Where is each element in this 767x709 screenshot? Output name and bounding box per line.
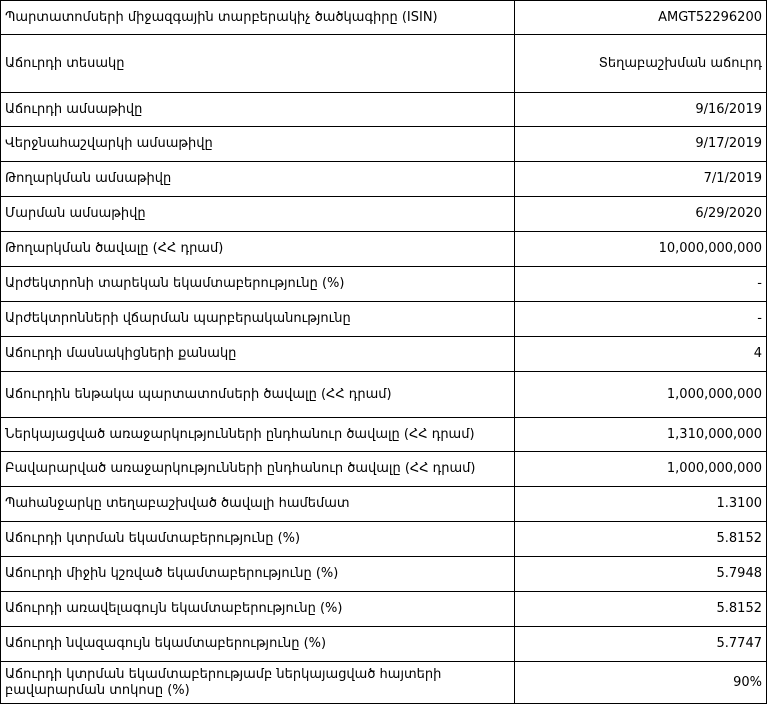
- table-row: [1, 197, 767, 232]
- row-label-auction-date: Աճուրդի ամսաթիվը: [1, 93, 515, 127]
- row-value-weighted-avg-yield: 5.7948: [515, 557, 767, 592]
- table-row: [1, 162, 767, 197]
- table-row: [1, 93, 767, 127]
- row-label-weighted-avg-yield: Աճուրդի միջին կշռված եկամտաբերությունը (%): [1, 557, 515, 592]
- row-label-issue-date: Թողարկման ամսաթիվը: [1, 162, 515, 197]
- table-row: [1, 302, 767, 337]
- row-value-submitted-bids: 1,310,000,000: [515, 418, 767, 452]
- table-row: [1, 452, 767, 487]
- table-row: [1, 522, 767, 557]
- row-value-coupon-yield: -: [515, 267, 767, 302]
- row-value-isin: AMGT52296200: [515, 1, 767, 35]
- table-row: [1, 662, 767, 704]
- row-value-min-yield: 5.7747: [515, 627, 767, 662]
- table-row: [1, 592, 767, 627]
- table-row: [1, 372, 767, 418]
- table-row: [1, 627, 767, 662]
- row-label-min-yield: Աճուրդի նվազագույն եկամտաբերությունը (%): [1, 627, 515, 662]
- row-value-accepted-bids: 1,000,000,000: [515, 452, 767, 487]
- table-row: [1, 127, 767, 162]
- row-value-offered-volume: 1,000,000,000: [515, 372, 767, 418]
- row-label-maturity-date: Մարման ամսաթիվը: [1, 197, 515, 232]
- table-row: [1, 337, 767, 372]
- row-value-coupon-frequency: -: [515, 302, 767, 337]
- row-value-auction-date: 9/16/2019: [515, 93, 767, 127]
- table-row: [1, 418, 767, 452]
- row-label-auction-type: Աճուրդի տեսակը: [1, 35, 515, 93]
- row-label-coupon-yield: Արժեկտրոնի տարեկան եկամտաբերությունը (%): [1, 267, 515, 302]
- row-value-auction-type: Տեղաբաշխման աճուրդ: [515, 35, 767, 93]
- row-value-participants: 4: [515, 337, 767, 372]
- row-label-max-yield: Աճուրդի առավելագույն եկամտաբերությունը (%): [1, 592, 515, 627]
- row-value-bid-to-cover: 1.3100: [515, 487, 767, 522]
- row-label-participants: Աճուրդի մասնակիցների քանակը: [1, 337, 515, 372]
- row-label-bid-to-cover: Պահանջարկը տեղաբաշխված ծավալի համեմատ: [1, 487, 515, 522]
- row-label-isin: Պարտատոմսերի միջազգային տարբերակիչ ծածկագիրը (ISIN): [1, 1, 515, 35]
- row-label-coupon-frequency: Արժեկտրոնների վճարման պարբերականությունը: [1, 302, 515, 337]
- table-row: [1, 232, 767, 267]
- row-label-fill-percentage: Աճուրդի կտրման եկամտաբերությամբ ներկայացված հայտերի բավարարման տոկոսը (%): [1, 662, 515, 704]
- row-label-offered-volume: Աճուրդին ենթակա պարտատոմսերի ծավալը (ՀՀ դրամ): [1, 372, 515, 418]
- row-label-issue-volume: Թողարկման ծավալը (ՀՀ դրամ): [1, 232, 515, 267]
- row-value-issue-volume: 10,000,000,000: [515, 232, 767, 267]
- row-value-cutoff-yield: 5.8152: [515, 522, 767, 557]
- row-value-settlement-date: 9/17/2019: [515, 127, 767, 162]
- row-value-issue-date: 7/1/2019: [515, 162, 767, 197]
- table-row: [1, 557, 767, 592]
- table-row: [1, 487, 767, 522]
- table-row: [1, 1, 767, 35]
- row-label-settlement-date: Վերջնահաշվարկի ամսաթիվը: [1, 127, 515, 162]
- row-value-fill-percentage: 90%: [515, 662, 767, 704]
- table-row: [1, 35, 767, 93]
- row-label-submitted-bids: Ներկայացված առաջարկությունների ընդհանուր ծավալը (ՀՀ դրամ): [1, 418, 515, 452]
- row-value-max-yield: 5.8152: [515, 592, 767, 627]
- table-row: [1, 267, 767, 302]
- row-label-cutoff-yield: Աճուրդի կտրման եկամտաբերությունը (%): [1, 522, 515, 557]
- row-label-accepted-bids: Բավարարված առաջարկությունների ընդհանուր ծավալը (ՀՀ դրամ): [1, 452, 515, 487]
- row-value-maturity-date: 6/29/2020: [515, 197, 767, 232]
